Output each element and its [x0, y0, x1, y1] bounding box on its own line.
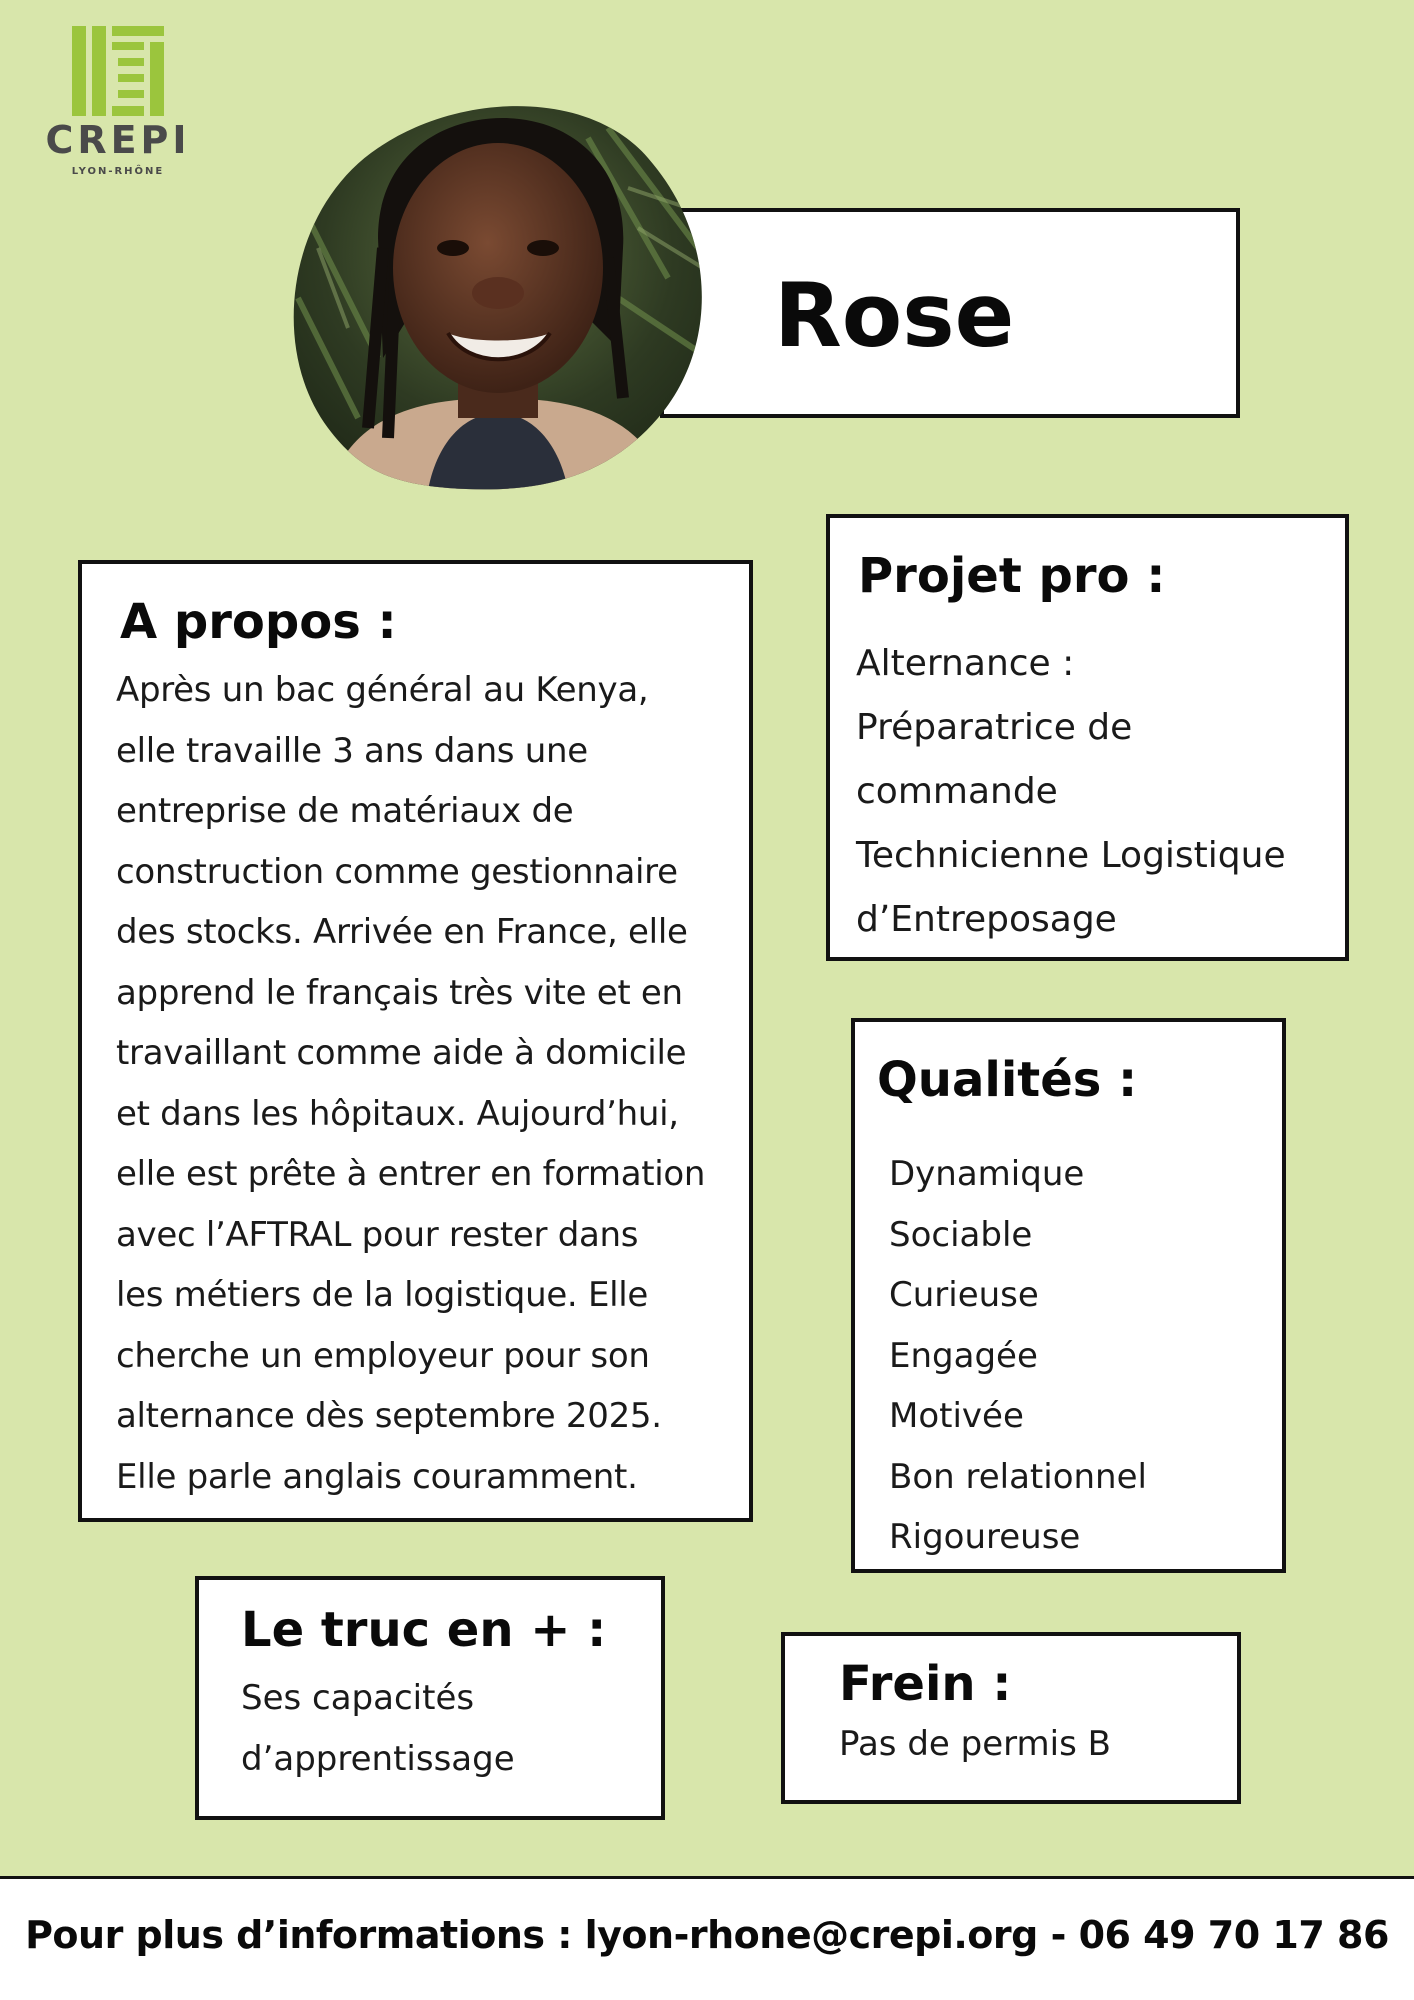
qualities-title: Qualités :	[877, 1052, 1138, 1108]
contact-info: Pour plus d’informations : lyon-rhone@crepi.org - 06 49 70 17 86	[25, 1913, 1389, 1957]
quality-item: Dynamique	[889, 1154, 1085, 1194]
about-line: les métiers de la logistique. Elle	[116, 1275, 649, 1315]
qualities-list	[889, 1144, 1147, 1568]
strength-line: d’apprentissage	[241, 1738, 515, 1779]
name-box	[660, 208, 1240, 418]
quality-item: Sociable	[889, 1214, 1033, 1255]
strength-text	[241, 1668, 515, 1789]
strength-card	[195, 1576, 665, 1820]
logo-name: CREPI	[45, 118, 191, 162]
about-card	[78, 560, 753, 1522]
crepi-logo-icon	[72, 26, 164, 116]
crepi-logo	[38, 26, 198, 186]
project-line: commande	[856, 771, 1058, 812]
strength-title: Le truc en + :	[241, 1602, 607, 1658]
qualities-card	[851, 1018, 1286, 1573]
footer	[0, 1876, 1414, 2000]
about-line: Après un bac général au Kenya,	[116, 670, 649, 710]
obstacle-title: Frein :	[839, 1656, 1012, 1712]
about-title: A propos :	[120, 594, 397, 650]
about-line: avec l’AFTRAL pour rester dans	[116, 1214, 639, 1255]
about-line: entreprise de matériaux de	[116, 791, 574, 831]
about-line: des stocks. Arrivée en France, elle	[116, 912, 688, 952]
quality-item: Engagée	[889, 1335, 1038, 1376]
about-line: alternance dès septembre 2025.	[116, 1396, 662, 1436]
strength-line: Ses capacités	[241, 1678, 475, 1718]
about-text	[116, 660, 717, 1507]
about-line: elle est prête à entrer en formation	[116, 1154, 706, 1194]
obstacle-text: Pas de permis B	[839, 1724, 1111, 1764]
project-card	[826, 514, 1349, 961]
project-title: Projet pro :	[858, 548, 1166, 604]
obstacle-card	[781, 1632, 1241, 1804]
quality-item: Curieuse	[889, 1275, 1039, 1315]
about-line: et dans les hôpitaux. Aujourd’hui,	[116, 1093, 679, 1134]
about-line: elle travaille 3 ans dans une	[116, 730, 588, 771]
about-line: Elle parle anglais couramment.	[116, 1456, 638, 1497]
about-line: apprend le français très vite et en	[116, 972, 683, 1013]
project-line: Préparatrice de	[856, 707, 1133, 748]
project-text	[856, 632, 1286, 952]
project-line: d’Entreposage	[856, 899, 1117, 940]
quality-item: Rigoureuse	[889, 1517, 1081, 1557]
project-line: Alternance :	[856, 643, 1075, 684]
candidate-name: Rose	[774, 264, 1015, 367]
about-line: travaillant comme aide à domicile	[116, 1033, 687, 1073]
logo-subtitle: LYON-RHÔNE	[71, 166, 165, 177]
profile-photo-image	[288, 98, 708, 490]
project-line: Technicienne Logistique	[856, 835, 1286, 876]
profile-photo	[288, 98, 708, 490]
about-line: construction comme gestionnaire	[116, 851, 678, 892]
quality-item: Bon relationnel	[889, 1456, 1147, 1497]
about-line: cherche un employeur pour son	[116, 1335, 650, 1376]
quality-item: Motivée	[889, 1396, 1024, 1436]
